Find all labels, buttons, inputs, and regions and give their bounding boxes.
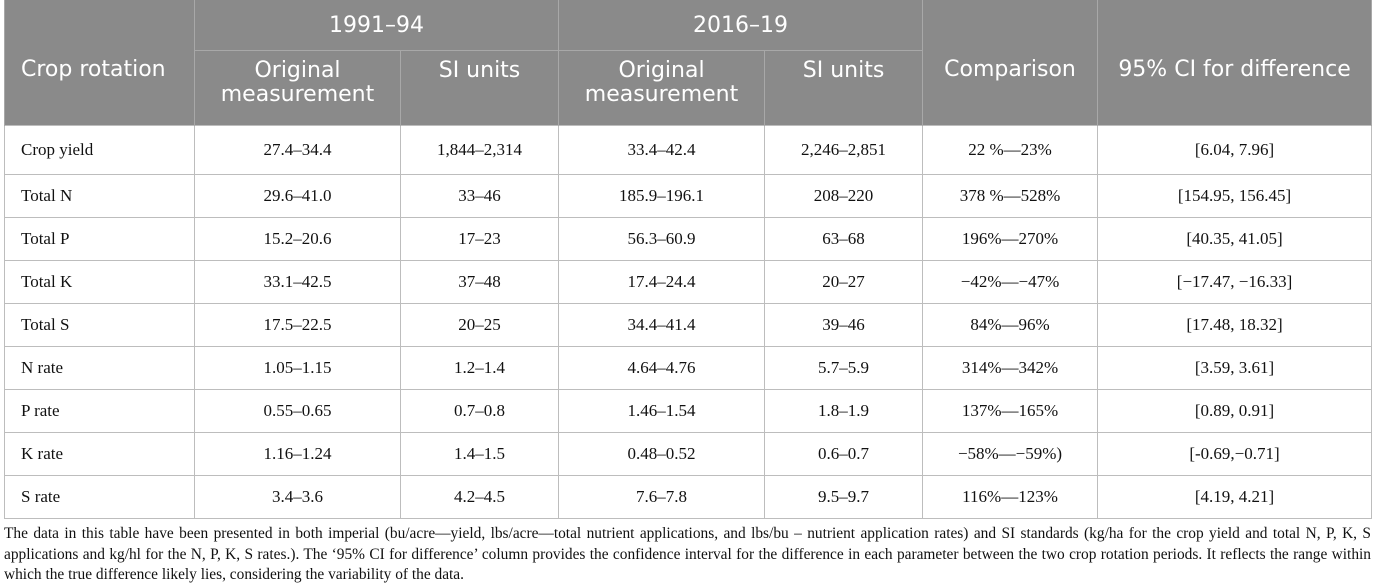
table-cell: 314%—342% xyxy=(923,347,1098,390)
table-cell: 0.48–0.52 xyxy=(559,433,765,476)
row-label: P rate xyxy=(5,390,195,433)
table-cell: 56.3–60.9 xyxy=(559,218,765,261)
row-label: S rate xyxy=(5,476,195,519)
table-cell: 37–48 xyxy=(401,261,559,304)
table-cell: 63–68 xyxy=(765,218,923,261)
table-cell: 208–220 xyxy=(765,175,923,218)
table-cell: 2,246–2,851 xyxy=(765,126,923,175)
table-row xyxy=(5,304,1372,347)
table-cell: 33.1–42.5 xyxy=(195,261,401,304)
header-period-2016-19: 2016–19 xyxy=(559,0,923,51)
table-cell: 185.9–196.1 xyxy=(559,175,765,218)
table-cell: 0.6–0.7 xyxy=(765,433,923,476)
table-cell: 20–25 xyxy=(401,304,559,347)
row-label: K rate xyxy=(5,433,195,476)
table-cell: 1.16–1.24 xyxy=(195,433,401,476)
table-cell: 3.4–3.6 xyxy=(195,476,401,519)
table-cell: 1.05–1.15 xyxy=(195,347,401,390)
table-footnote: The data in this table have been presented in both imperial (bu/acre—yield, lbs/acre—total nutrient applications, and lbs/bu – nutrient application rates) and SI standards (kg/ha for the crop yield and total N, P, K, S applications and kg/hl for the N, P, K, S rates.). The ‘95% CI for difference’ column provides the confidence interval for the difference in each parameter between the two crop rotation periods. It reflects the range within which the true difference likely lies, considering the variability of the data. xyxy=(4,525,1371,583)
table-cell: 1.2–1.4 xyxy=(401,347,559,390)
table-cell: [3.59, 3.61] xyxy=(1098,347,1372,390)
table-row xyxy=(5,175,1372,218)
table-cell: −58%—−59%) xyxy=(923,433,1098,476)
table-cell: 116%—123% xyxy=(923,476,1098,519)
table-cell: [−17.47, −16.33] xyxy=(1098,261,1372,304)
table-cell: 1.4–1.5 xyxy=(401,433,559,476)
data-table xyxy=(4,0,1372,519)
header-crop-rotation: Crop rotation xyxy=(5,0,195,126)
table-cell: [0.89, 0.91] xyxy=(1098,390,1372,433)
table-cell: 0.55–0.65 xyxy=(195,390,401,433)
row-label: Total N xyxy=(5,175,195,218)
table-cell: 5.7–5.9 xyxy=(765,347,923,390)
header-ci-difference: 95% CI for difference xyxy=(1098,0,1372,126)
table-cell: 137%—165% xyxy=(923,390,1098,433)
table-row xyxy=(5,390,1372,433)
table-body xyxy=(5,126,1372,519)
table-cell: 17.5–22.5 xyxy=(195,304,401,347)
table-cell: 39–46 xyxy=(765,304,923,347)
header-si-units-2: SI units xyxy=(765,51,923,126)
table-container xyxy=(4,0,1371,586)
table-cell: [4.19, 4.21] xyxy=(1098,476,1372,519)
table-header xyxy=(5,0,1372,126)
table-cell: [154.95, 156.45] xyxy=(1098,175,1372,218)
table-row xyxy=(5,126,1372,175)
table-cell: 33.4–42.4 xyxy=(559,126,765,175)
table-cell: 22 %—23% xyxy=(923,126,1098,175)
table-cell: 378 %—528% xyxy=(923,175,1098,218)
row-label: Total S xyxy=(5,304,195,347)
table-cell: 0.7–0.8 xyxy=(401,390,559,433)
header-original-measurement-1: Original measurement xyxy=(195,51,401,126)
table-cell: 17–23 xyxy=(401,218,559,261)
header-comparison: Comparison xyxy=(923,0,1098,126)
row-label: Total K xyxy=(5,261,195,304)
table-cell: 196%—270% xyxy=(923,218,1098,261)
table-row xyxy=(5,347,1372,390)
table-cell: 20–27 xyxy=(765,261,923,304)
header-original-measurement-2: Original measurement xyxy=(559,51,765,126)
table-cell: [40.35, 41.05] xyxy=(1098,218,1372,261)
row-label: Crop yield xyxy=(5,126,195,175)
table-cell: [6.04, 7.96] xyxy=(1098,126,1372,175)
table-cell: 1.46–1.54 xyxy=(559,390,765,433)
table-cell: 34.4–41.4 xyxy=(559,304,765,347)
table-cell: 1.8–1.9 xyxy=(765,390,923,433)
table-cell: 29.6–41.0 xyxy=(195,175,401,218)
table-cell: 84%—96% xyxy=(923,304,1098,347)
table-cell: 33–46 xyxy=(401,175,559,218)
table-row xyxy=(5,476,1372,519)
table-row xyxy=(5,433,1372,476)
header-period-1991-94: 1991–94 xyxy=(195,0,559,51)
table-cell: 4.64–4.76 xyxy=(559,347,765,390)
table-row xyxy=(5,218,1372,261)
table-cell: 27.4–34.4 xyxy=(195,126,401,175)
table-cell: [17.48, 18.32] xyxy=(1098,304,1372,347)
row-label: N rate xyxy=(5,347,195,390)
table-cell: 1,844–2,314 xyxy=(401,126,559,175)
table-cell: 17.4–24.4 xyxy=(559,261,765,304)
header-si-units-1: SI units xyxy=(401,51,559,126)
table-cell: 7.6–7.8 xyxy=(559,476,765,519)
row-label: Total P xyxy=(5,218,195,261)
table-row xyxy=(5,261,1372,304)
table-cell: 15.2–20.6 xyxy=(195,218,401,261)
table-cell: −42%—−47% xyxy=(923,261,1098,304)
table-cell: 9.5–9.7 xyxy=(765,476,923,519)
table-cell: 4.2–4.5 xyxy=(401,476,559,519)
table-cell: [-0.69,−0.71] xyxy=(1098,433,1372,476)
